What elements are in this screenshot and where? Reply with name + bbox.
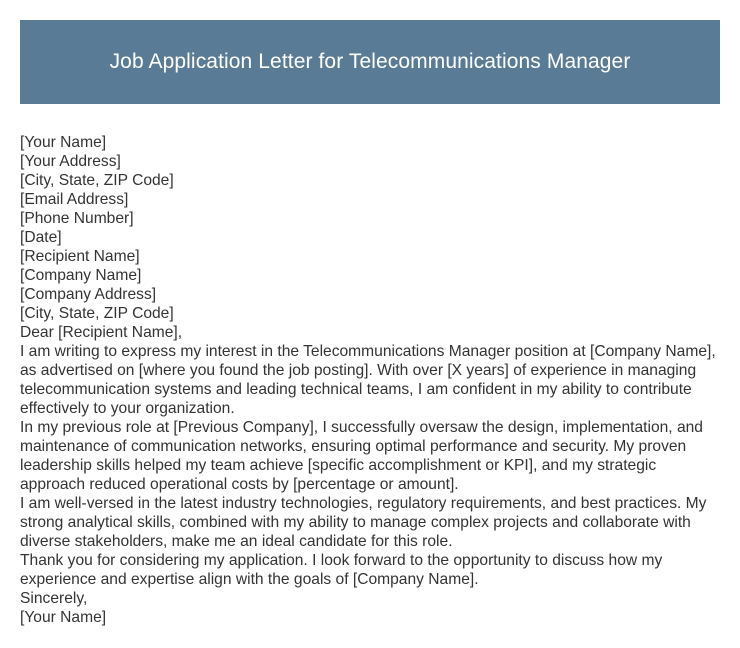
recipient-name: [Recipient Name]: [20, 248, 140, 265]
recipient-city-state-zip: [City, State, ZIP Code]: [20, 305, 174, 322]
sender-name: [Your Name]: [20, 134, 107, 151]
letter-date: [Date]: [20, 229, 62, 246]
sender-email: [Email Address]: [20, 191, 129, 208]
letter-body: [20, 133, 720, 627]
title-banner: [20, 20, 720, 104]
sender-phone: [Phone Number]: [20, 210, 134, 227]
sender-address: [Your Address]: [20, 153, 121, 170]
closing: Sincerely,: [20, 590, 88, 607]
paragraph-intro: I am writing to express my interest in the Telecommunications Manager position at [Company Name], as advertised on [where you found the job posting]. With over [X years] of experience in managing telecommunication systems and leading technical teams, I am confident in my ability to contribute effectively to your organization.: [20, 343, 716, 417]
paragraph-experience: In my previous role at [Previous Company], I successfully oversaw the design, implementation, and maintenance of communication networks, ensuring optimal performance and security. My proven leadership skills helped my team achieve [specific accomplishment or KPI], and my strategic approach reduced operational costs by [percentage or amount].: [20, 419, 703, 493]
sender-city-state-zip: [City, State, ZIP Code]: [20, 172, 174, 189]
recipient-company: [Company Name]: [20, 267, 142, 284]
paragraph-skills: I am well-versed in the latest industry technologies, regulatory requirements, and best practices. My strong analytical skills, combined with my ability to manage complex projects and collaborate with diverse stakeholders, make me an ideal candidate for this role.: [20, 495, 707, 550]
paragraph-thanks: Thank you for considering my application. I look forward to the opportunity to discuss how my experience and expertise align with the goals of [Company Name].: [20, 552, 663, 588]
salutation: Dear [Recipient Name],: [20, 324, 183, 341]
recipient-address: [Company Address]: [20, 286, 157, 303]
page-title: Job Application Letter for Telecommunications Manager: [109, 50, 631, 73]
signature: [Your Name]: [20, 609, 107, 626]
